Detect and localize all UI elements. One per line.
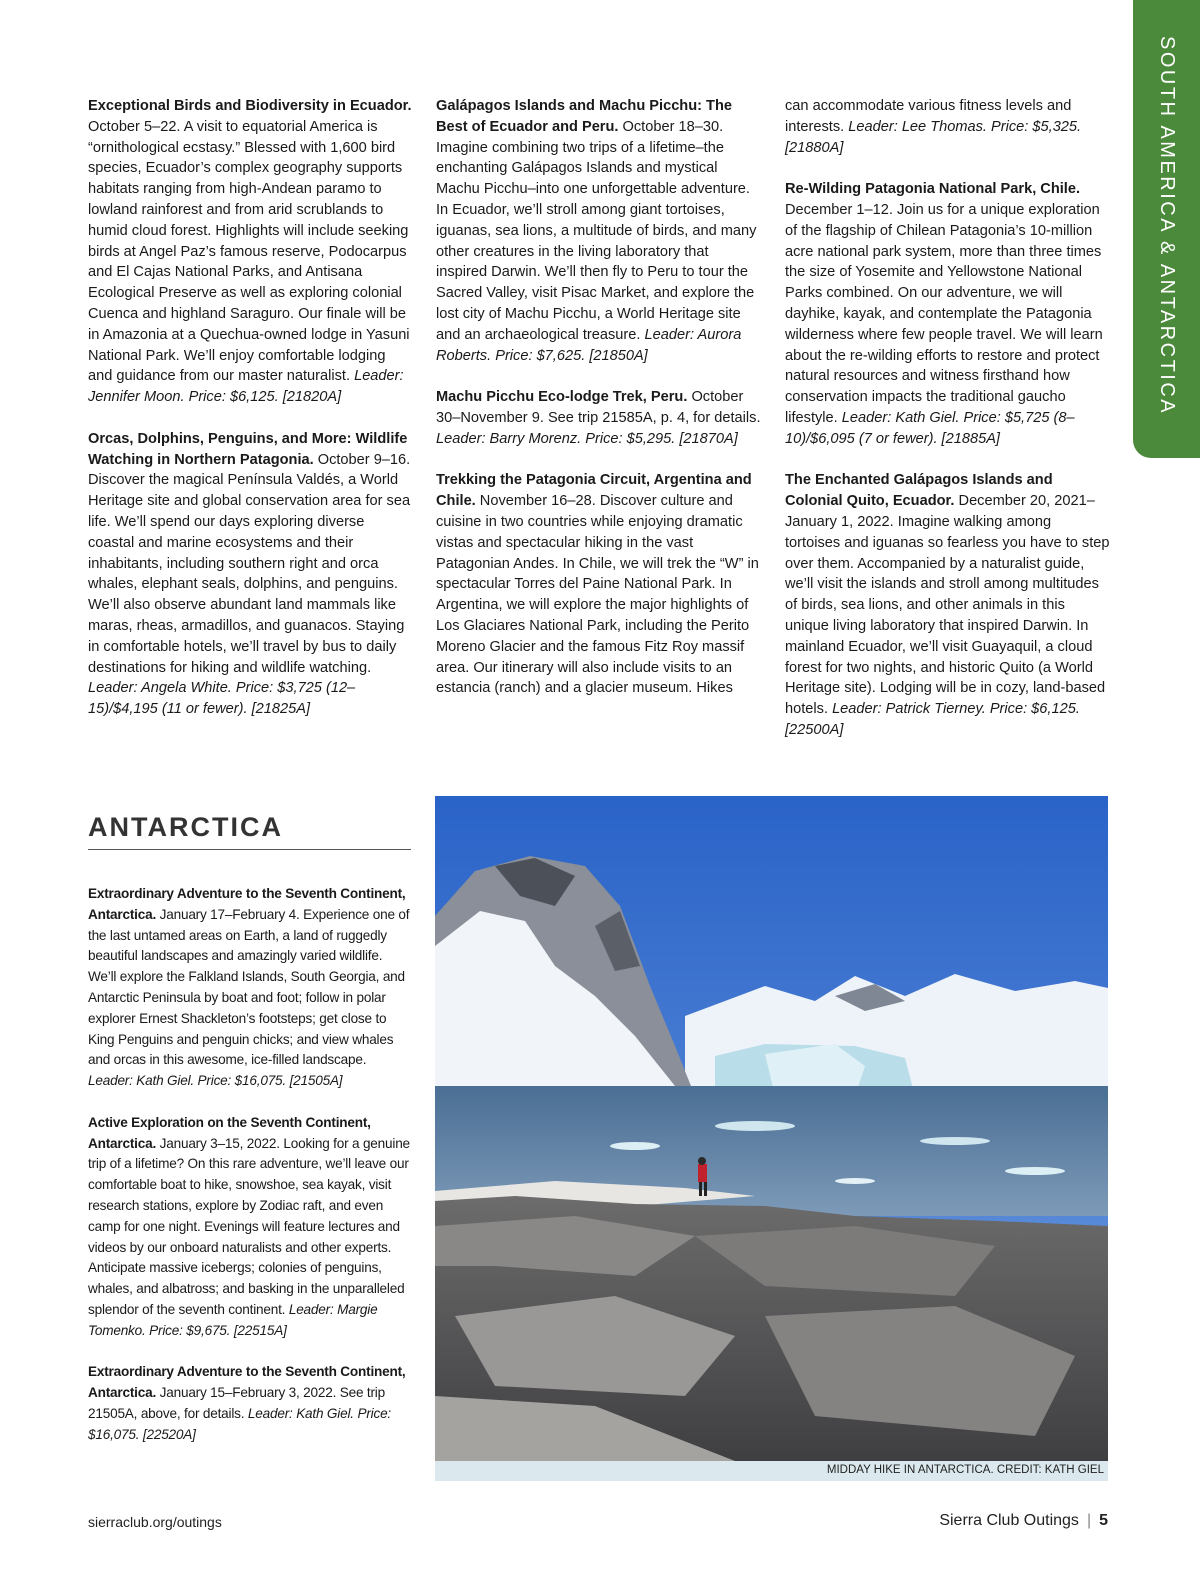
photo-caption-bar bbox=[435, 1461, 1108, 1481]
trip-description: November 16–28. Discover culture and cuisine in two countries while enjoying dramatic vistas and spectacular hiking in the vast Patagonian Andes. In Chile, we will trek the “W” in spectacular Torres del Paine National Park. In Argentina, we will explore the major highlights of Los Glaciares National Park, including the Perito Moreno Glacier and the famous Fitz Roy massif area. Our itinerary will also include visits to an estancia (ranch) and a glacier museum. Hikes bbox=[436, 493, 759, 697]
section-tab bbox=[1133, 0, 1200, 458]
trip-leader-price: Leader: Kath Giel. Price: $16,075. [21505A] bbox=[88, 1073, 343, 1089]
trip-description: January 15–February 3, 2022. See trip 21505A, above, for details. bbox=[88, 1385, 385, 1421]
trip-entry bbox=[436, 470, 761, 699]
trip-description: October 18–30. Imagine combining two trips of a lifetime–the enchanting Galápagos Islands and mystical Machu Picchu–into one unforgettable adventure. In Ecuador, we’ll stroll among giant tortoises, iguanas, sea lions, a multitude of birds, and many other creatures in the living laboratory that inspired Darwin. We’ll then fly to Peru to tour the Sacred Valley, visit Pisac Market, and explore the lost city of Machu Picchu, a World Heritage site and an archaeological treasure. bbox=[436, 118, 757, 343]
trip-title: Machu Picchu Eco-lodge Trek, Peru. bbox=[436, 389, 688, 406]
trip-title: The Enchanted Galápagos Islands and Colonial Quito, Ecuador. bbox=[785, 472, 1053, 510]
trip-title: Exceptional Birds and Biodiversity in Ecuador. bbox=[88, 98, 412, 114]
trip-description: January 17–February 4. Experience one of the last untamed areas on Earth, a land of ruggedly beautiful landscapes and amazingly varied wildlife. We’ll explore the Falkland Islands, South Georgia, and Antarctic Peninsula by boat and foot; follow in polar explorer Ernest Shackleton’s footsteps; get close to King Penguins and penguin chicks; and view whales and orcas in this awesome, ice-filled landscape. bbox=[88, 906, 410, 1068]
trip-description: December 1–12. Join us for a unique exploration of the flagship of Chilean Patagonia’s 10-million acre national park system, more than three times the size of Yosemite and Yellowstone National Parks combined. On our adventure, we will dayhike, kayak, and contemplate the Patagonia wilderness where few people travel. We will learn about the re-wilding efforts to restore and protect natural resources and witness firsthand how conservation impacts the traditional gaucho lifestyle. bbox=[785, 201, 1103, 426]
trip-entry bbox=[88, 1362, 413, 1445]
trip-leader-price: Leader: Barry Morenz. Price: $5,295. [21870A] bbox=[436, 430, 738, 447]
section-tab-label: SOUTH AMERICA & ANTARCTICA bbox=[1156, 36, 1178, 416]
trip-title: Orcas, Dolphins, Penguins, and More: Wildlife Watching in Northern Patagonia. bbox=[88, 430, 408, 468]
photo-caption: MIDDAY HIKE IN ANTARCTICA. CREDIT: KATH GIEL bbox=[826, 1464, 1104, 1476]
trip-title: Re-Wilding Patagonia National Park, Chile. bbox=[785, 181, 1081, 198]
trip-entry bbox=[436, 96, 761, 366]
antarctica-column bbox=[88, 884, 413, 1466]
trip-entry bbox=[88, 884, 413, 1092]
trip-entry bbox=[785, 470, 1110, 740]
footer-publication bbox=[939, 1512, 1108, 1530]
trip-leader-price: Leader: Kath Giel. Price: $16,075. [22520A] bbox=[88, 1405, 392, 1442]
trip-title: Extraordinary Adventure to the Seventh Continent, Antarctica. bbox=[88, 886, 406, 922]
trip-leader-price: Leader: Margie Tomenko. Price: $9,675. [22515A] bbox=[88, 1301, 378, 1338]
trip-title: Extraordinary Adventure to the Seventh Continent, Antarctica. bbox=[88, 1364, 406, 1401]
footer-separator: | bbox=[1086, 1512, 1092, 1529]
trip-description: October 9–16. Discover the magical Península Valdés, a World Heritage site and global conservation area for sea life. We’ll spend our days exploring diverse coastal and marine ecosystems and their inhabitants, including southern right and orca whales, elephant seals, dolphins, and penguins. We’ll also observe abundant land mammals like maras, rheas, armadillos, and guanacos. Staying in comfortable hotels, we’ll travel by bus to daily destinations for hiking and wildlife watching. bbox=[88, 451, 411, 676]
column-3 bbox=[785, 96, 1110, 762]
antarctica-photo bbox=[435, 796, 1108, 1461]
publication-name: Sierra Club Outings bbox=[939, 1512, 1079, 1529]
trip-title: Trekking the Patagonia Circuit, Argentina and Chile. bbox=[436, 472, 752, 510]
footer-url: sierraclub.org/outings bbox=[88, 1514, 222, 1530]
trip-description: can accommodate various fitness levels and interests. bbox=[785, 98, 1072, 135]
section-heading-antarctica: ANTARCTICA bbox=[88, 812, 411, 850]
trip-entry bbox=[785, 179, 1110, 449]
trip-entry bbox=[785, 96, 1110, 158]
column-2 bbox=[436, 96, 761, 720]
trip-description: October 5–22. A visit to equatorial America is “ornithological ecstasy.” Blessed with 1,600 bird species, Ecuador’s complex geography supports habitats ranging from high-Andean paramo to lowland rainforest and from arid scrublands to humid cloud forest. Highlights will include seeking birds at Angel Paz’s famous reserve, Podocarpus and El Cajas National Parks, and Antisana Ecological Preserve as well as exploring colonial Cuenca and highland Saraguro. Our finale will be in Amazonia at a Quechua-owned lodge in Yasuni National Park. We’ll enjoy comfortable lodging and guidance from our master naturalist. bbox=[88, 118, 410, 385]
trip-description: January 3–15, 2022. Looking for a genuine trip of a lifetime? On this rare adventure, we’ll leave our comfortable boat to hike, snowshoe, sea kayak, visit research stations, explore by Zodiac raft, and even camp for one night. Evenings will feature lectures and videos by our onboard naturalists and other experts. Anticipate massive icebergs; colonies of penguins, whales, and albatross; and basking in the unparalleled splendor of the seventh continent. bbox=[88, 1135, 410, 1317]
trip-leader-price: Leader: Aurora Roberts. Price: $7,625. [21850A] bbox=[436, 326, 742, 364]
page-number: 5 bbox=[1099, 1512, 1108, 1529]
trip-title: Active Exploration on the Seventh Continent, Antarctica. bbox=[88, 1114, 371, 1151]
trip-entry bbox=[88, 429, 413, 720]
trip-entry bbox=[88, 1113, 413, 1342]
trip-entry bbox=[88, 96, 413, 408]
trip-description: December 20, 2021–January 1, 2022. Imagine walking among tortoises and iguanas so fearless you have to step over them. Accompanied by a naturalist guide, we’ll visit the islands and stroll among multitudes of birds, sea lions, and other animals in this unique living laboratory that inspired Darwin. In mainland Ecuador, we’ll visit Guayaquil, a cloud forest for two nights, and historic Quito (a World Heritage site). Lodging will be in cozy, land-based hotels. bbox=[785, 493, 1110, 718]
trip-leader-price: Leader: Patrick Tierney. Price: $6,125. [22500A] bbox=[785, 701, 1080, 738]
trip-leader-price: Leader: Lee Thomas. Price: $5,325. [21880A] bbox=[785, 118, 1082, 156]
trip-leader-price: Leader: Angela White. Price: $3,725 (12–15)/$4,195 (11 or fewer). [21825A] bbox=[88, 680, 356, 718]
trip-entry bbox=[436, 387, 761, 449]
column-1 bbox=[88, 96, 413, 741]
trip-description: October 30–November 9. See trip 21585A, p. 4, for details. bbox=[436, 389, 761, 426]
trip-leader-price: Leader: Jennifer Moon. Price: $6,125. [21820A] bbox=[88, 368, 404, 406]
trip-title: Galápagos Islands and Machu Picchu: The Best of Ecuador and Peru. bbox=[436, 98, 732, 135]
trip-leader-price: Leader: Kath Giel. Price: $5,725 (8–10)/$6,095 (7 or fewer). [21885A] bbox=[785, 409, 1075, 447]
